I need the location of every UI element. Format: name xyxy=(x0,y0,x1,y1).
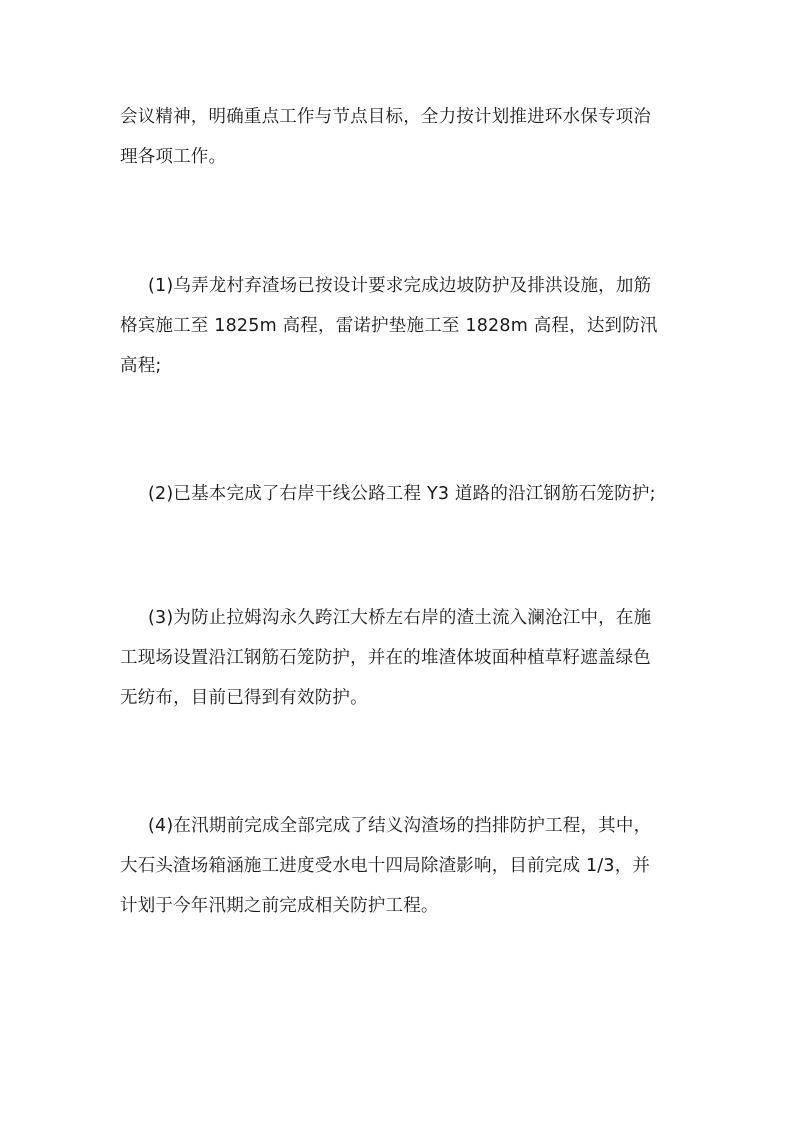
text-line: 工现场设置沿江钢筋石笼防护，并在的堆渣体坡面种植草籽遮盖绿色 xyxy=(120,648,651,668)
paragraph-intro xyxy=(120,97,680,177)
paragraph-item-2 xyxy=(120,474,680,514)
text-line: (2)已基本完成了右岸干线公路工程 Y3 道路的沿江钢筋石笼防护; xyxy=(148,484,656,504)
text-line: (3)为防止拉姆沟永久跨江大桥左右岸的渣土流入澜沧江中，在施 xyxy=(148,608,652,628)
text-line: 高程; xyxy=(120,356,162,376)
paragraph-item-4 xyxy=(120,806,680,926)
text-line: 无纺布，目前已得到有效防护。 xyxy=(120,688,368,708)
text-line: 计划于今年汛期之前完成相关防护工程。 xyxy=(120,896,439,916)
text-line: 格宾施工至 1825m 高程，雷诺护垫施工至 1828m 高程，达到防汛 xyxy=(120,316,658,336)
paragraph-item-3 xyxy=(120,598,680,718)
text-line: (1)乌弄龙村弃渣场已按设计要求完成边坡防护及排洪设施，加筋 xyxy=(148,276,652,296)
text-line: 理各项工作。 xyxy=(120,147,227,167)
text-line: (4)在汛期前完成全部完成了结义沟渣场的挡排防护工程，其中， xyxy=(148,816,652,836)
text-line: 会议精神，明确重点工作与节点目标，全力按计划推进环水保专项治 xyxy=(120,107,651,127)
text-line: 大石头渣场箱涵施工进度受水电十四局除渣影响，目前完成 1/3，并 xyxy=(120,856,651,876)
paragraph-item-1 xyxy=(120,266,680,386)
